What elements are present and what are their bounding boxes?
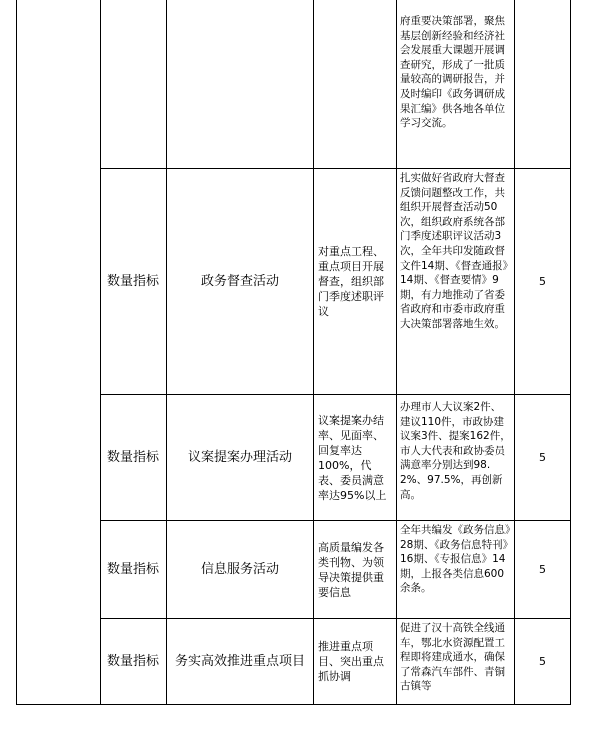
score-value: 5 [539,451,546,464]
category-label: 数量指标 [107,562,160,577]
result-text: 扎实做好省政府大督查反馈问题整改工作，共组织开展督查活动50次，组织政府系统各部门季度述职评议活动3次，全年共印发随政督文件14期、《督查通报》14期、《督查要情》9期，有力地推动了省委省政府和市委市政府重大决策部署落地生效。 [400,172,508,330]
category-label: 数量指标 [107,450,160,465]
table-row-4-result [397,619,514,704]
table-row-2-item [167,395,313,520]
score-value: 5 [539,655,546,668]
table-row-0-result [397,0,514,168]
result-text: 府重要决策部署，聚焦基层创新经验和经济社会发展重大课题开展调查研究，形成了一批质量较高的调研报告，并及时编印《政务调研成果汇编》供各地各单位学习交流。 [400,15,505,130]
score-value: 5 [539,275,546,288]
table-divider [100,0,101,705]
table-row-4-item [167,619,313,704]
table-row-4-category [103,619,163,704]
item-label: 务实高效推进重点项目 [175,653,306,669]
table-row-2-result [397,395,514,520]
table-row-3-item [167,521,313,618]
table-row-4-score [515,619,570,704]
category-label: 数量指标 [107,274,160,289]
table-row-3-result [397,521,514,618]
table-row-1-result [397,169,514,394]
table-row-3-standard [314,521,396,618]
item-label: 政务督查活动 [200,273,279,289]
standard-text: 高质量编发各类刊物、为领导决策提供重要信息 [318,540,384,599]
table-border-bottom [16,704,571,705]
category-label: 数量指标 [107,654,160,669]
table-border-right [570,0,571,705]
table-row-3-score [515,521,570,618]
standard-text: 推进重点项目、突出重点抓协调 [318,640,384,683]
table-row-3-category [103,521,163,618]
table-row-1-item [167,169,313,394]
table-row-2-score [515,395,570,520]
result-text: 全年共编发《政务信息》28期、《政务信息特刊》16期、《专报信息》14期，上报各类信息600余条。 [400,524,511,595]
table-row-2-standard [314,395,396,520]
result-text: 办理市人大议案2件、建议110件，市政协建议案3件、提案162件，市人大代表和政协委员满意率分别达到98.2%、97.5%，再创新高。 [400,401,511,501]
result-text: 促进了汉十高铁全线通车，鄂北水资源配置工程即将建成通水，确保了常森汽车部件、青铜古镇等 [400,622,505,693]
standard-text: 对重点工程、重点项目开展督查，组织部门季度述职评议 [318,245,384,318]
score-value: 5 [539,563,546,576]
table-row-1-category [103,169,163,394]
table-row-1-score [515,169,570,394]
table-row-4-standard [314,619,396,704]
item-label: 信息服务活动 [200,561,279,577]
table-border-left [16,0,17,705]
standard-text: 议案提案办结率、见面率、回复率达100%，代表、委员满意率达95%以上 [318,413,387,502]
table-row-1-standard [314,169,396,394]
table-row-2-category [103,395,163,520]
item-label: 议案提案办理活动 [187,449,292,465]
